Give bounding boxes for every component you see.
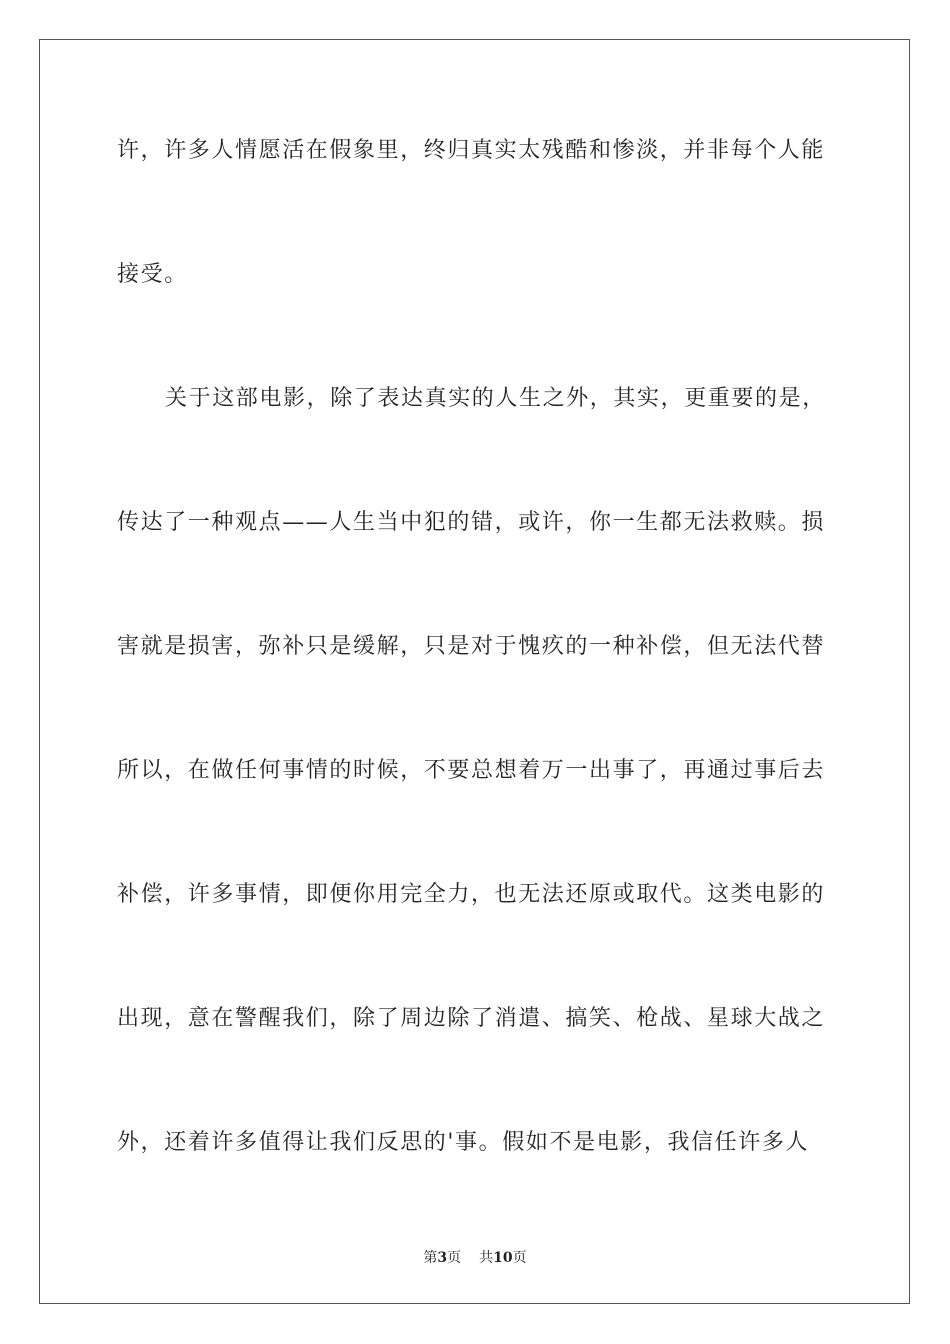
text-line-6: 所以，在做任何事情的时候，不要总想着万一出事了，再通过事后去 [117, 758, 826, 783]
total-unit: 页 [512, 1250, 527, 1266]
text-line-1: 许，许多人情愿活在假象里，终归真实太残酷和惨淡，并非每个人能 [117, 138, 826, 163]
text-line-7: 补偿，许多事情，即便你用完全力，也无法还原或取代。这类电影的 [117, 882, 826, 907]
text-line-2: 接受。 [117, 262, 188, 287]
current-page-number: 3 [437, 1250, 448, 1266]
total-page-number: 10 [493, 1250, 513, 1266]
page-unit: 页 [447, 1250, 462, 1266]
text-line-3-paragraph-start: 关于这部电影，除了表达真实的人生之外，其实，更重要的是， [165, 386, 826, 411]
text-line-8: 出现，意在警醒我们，除了周边除了消遣、搞笑、枪战、星球大战之 [117, 1006, 826, 1031]
page-footer [0, 1248, 950, 1268]
page-border [39, 39, 910, 1304]
page-prefix: 第 [423, 1250, 438, 1266]
text-line-5: 害就是损害，弥补只是缓解，只是对于愧疚的一种补偿，但无法代替 [117, 634, 826, 659]
text-line-4: 传达了一种观点——人生当中犯的错，或许，你一生都无法救赎。损 [117, 510, 826, 535]
total-prefix: 共 [479, 1250, 494, 1266]
text-line-9: 外，还着许多值得让我们反思的'事。假如不是电影，我信任许多人 [117, 1130, 810, 1155]
